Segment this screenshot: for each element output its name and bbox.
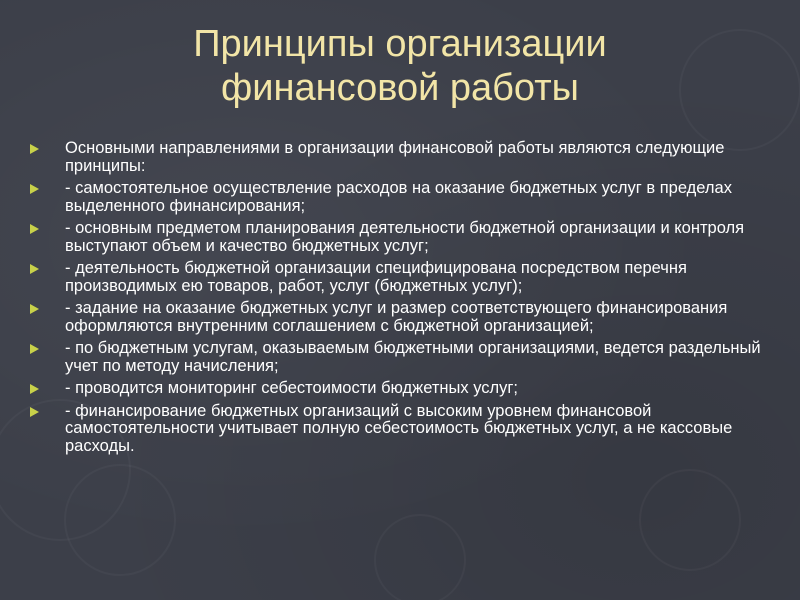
triangle-bullet-icon xyxy=(30,144,39,154)
bullet-item xyxy=(30,260,770,295)
slide-title xyxy=(100,22,700,110)
triangle-bullet-icon xyxy=(30,264,39,274)
watermark-circle xyxy=(375,515,465,600)
bullet-text: - самостоятельное осуществление расходов на оказание бюджетных услуг в пределах выделенного финансирования; xyxy=(65,179,732,215)
triangle-bullet-icon xyxy=(30,184,39,194)
bullet-item xyxy=(30,403,770,456)
bullet-text: - деятельность бюджетной организации специфицирована посредством перечня производимых ею товаров, работ, услуг (бюджетных услуг); xyxy=(65,259,687,295)
watermark-circle xyxy=(640,470,740,570)
bullet-item xyxy=(30,300,770,335)
bullet-text: Основными направлениями в организации финансовой работы являются следующие принципы: xyxy=(65,139,725,175)
slide-title-line-2: финансовой работы xyxy=(221,67,579,109)
triangle-bullet-icon xyxy=(30,344,39,354)
bullet-item xyxy=(30,220,770,255)
bullet-item xyxy=(30,340,770,375)
bullet-text: - финансирование бюджетных организаций с высоким уровнем финансовой самостоятельности учитывает полную себестоимость бюджетных услуг, а не кассовые расходы. xyxy=(65,401,733,455)
bullet-item xyxy=(30,140,770,175)
bullet-text: - по бюджетным услугам, оказываемым бюджетными организациями, ведется раздельный учет по методу начисления; xyxy=(65,339,761,375)
triangle-bullet-icon xyxy=(30,384,39,394)
triangle-bullet-icon xyxy=(30,224,39,234)
watermark-circle xyxy=(65,465,175,575)
bullet-list xyxy=(30,140,770,460)
bullet-item xyxy=(30,380,770,398)
bullet-text: - основным предметом планирования деятельности бюджетной организации и контроля выступают объем и качество бюджетных услуг; xyxy=(65,219,745,255)
bullet-text: - задание на оказание бюджетных услуг и размер соответствующего финансирования оформляются внутренним соглашением с бюджетной организацией; xyxy=(65,299,728,335)
bullet-text: - проводится мониторинг себестоимости бюджетных услуг; xyxy=(65,379,518,397)
triangle-bullet-icon xyxy=(30,304,39,314)
triangle-bullet-icon xyxy=(30,407,39,417)
bullet-item xyxy=(30,180,770,215)
slide-title-line-1: Принципы организации xyxy=(193,23,607,65)
